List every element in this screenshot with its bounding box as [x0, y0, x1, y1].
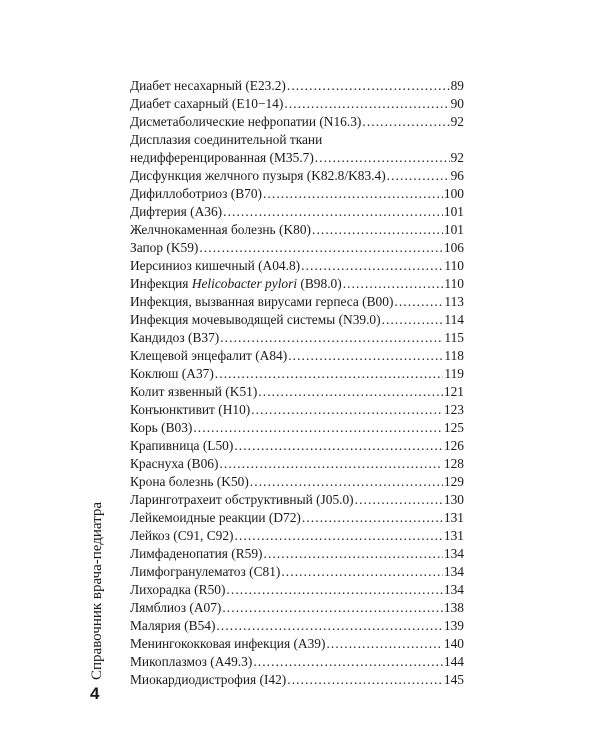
leader-dots	[387, 167, 450, 185]
toc-entry-page: 126	[443, 438, 464, 453]
toc-entry-page: 118	[444, 348, 464, 363]
toc-entry-title: Конъюнктивит (H10)	[130, 402, 251, 417]
toc-entry-page: 121	[443, 384, 464, 399]
toc-entry-title: Колит язвенный (K51)	[130, 384, 258, 399]
toc-entry-page: 90	[450, 96, 464, 111]
leader-dots	[355, 491, 443, 509]
toc-entry[interactable]	[130, 491, 464, 509]
toc-entry-page: 139	[443, 618, 464, 633]
toc-entry-title: Инфекция мочевыводящей системы (N39.0)	[130, 312, 381, 327]
toc-entry-title: Дифтерия (A36)	[130, 204, 223, 219]
toc-entry[interactable]	[130, 599, 464, 617]
leader-dots	[382, 311, 444, 329]
toc-entry-page: 130	[443, 492, 464, 507]
toc-entry-title: Запор (K59)	[130, 240, 199, 255]
toc-entry-title: недифференцированная (M35.7)	[130, 150, 314, 165]
leader-dots	[250, 473, 443, 491]
toc-entry-page: 101	[443, 204, 464, 219]
toc-entry[interactable]	[130, 563, 464, 581]
toc-entry-page: 101	[443, 222, 464, 237]
toc-entry[interactable]	[130, 311, 464, 329]
toc-entry-title: Коклюш (A37)	[130, 366, 214, 381]
toc-entry-title: Микоплазмоз (A49.3)	[130, 654, 253, 669]
leader-dots	[362, 113, 449, 131]
leader-dots	[251, 401, 443, 419]
toc-entry[interactable]	[130, 131, 464, 167]
toc-entry[interactable]	[130, 347, 464, 365]
toc-entry[interactable]	[130, 203, 464, 221]
leader-dots	[288, 347, 443, 365]
toc-entry-title: Иерсиниоз кишечный (A04.8)	[130, 258, 301, 273]
toc-entry-title: Диабет несахарный (E23.2)	[130, 78, 286, 93]
leader-dots	[301, 257, 443, 275]
toc-entry-title: Дифиллоботриоз (B70)	[130, 186, 262, 201]
toc-entry-page: 110	[444, 258, 464, 273]
leader-dots	[302, 509, 443, 527]
toc-entry[interactable]	[130, 419, 464, 437]
leader-dots	[193, 419, 443, 437]
toc-entry-page: 129	[443, 474, 464, 489]
toc-entry-title: Крона болезнь (K50)	[130, 474, 249, 489]
toc-entry-title: Крапивница (L50)	[130, 438, 234, 453]
toc-entry[interactable]	[130, 401, 464, 419]
leader-dots	[222, 599, 443, 617]
toc-entry[interactable]	[130, 365, 464, 383]
toc-entry-page: 100	[443, 186, 464, 201]
page-number: 4	[90, 684, 100, 703]
toc-entry-title: Краснуха (B06)	[130, 456, 219, 471]
toc-entry[interactable]	[130, 257, 464, 275]
leader-dots	[216, 617, 442, 635]
toc-entry-page: 134	[443, 582, 464, 597]
leader-dots	[264, 545, 443, 563]
toc-entry-page: 144	[443, 654, 464, 669]
toc-entry[interactable]	[130, 113, 464, 131]
toc-entry-title: Малярия (B54)	[130, 618, 216, 633]
toc-entry-page: 92	[450, 114, 464, 129]
toc-entry[interactable]	[130, 77, 464, 95]
toc-entry-page: 92	[450, 150, 464, 165]
toc-entry-title: Дисметаболические нефропатии (N16.3)	[130, 114, 362, 129]
toc-entry-title: Ларинготрахеит обструктивный (J05.0)	[130, 492, 354, 507]
toc-entry-title: Лейкемоидные реакции (D72)	[130, 510, 301, 525]
toc-entry[interactable]	[130, 437, 464, 455]
toc-entry-page: 96	[450, 168, 464, 183]
toc-entry-title: Лихорадка (R50)	[130, 582, 226, 597]
toc-entry-page: 140	[443, 636, 464, 651]
toc-entry[interactable]	[130, 167, 464, 185]
leader-dots	[223, 203, 443, 221]
toc-entry-title: Инфекция, вызванная вирусами герпеса (B00)	[130, 294, 394, 309]
toc-entry-title-post: (B98.0)	[297, 276, 342, 291]
toc-entry[interactable]	[130, 635, 464, 653]
toc-entry[interactable]	[130, 221, 464, 239]
toc-entry[interactable]	[130, 185, 464, 203]
leader-dots	[258, 383, 443, 401]
toc-entry-page: 123	[443, 402, 464, 417]
toc-entry-page: 89	[450, 78, 464, 93]
toc-entry-title: Лимфогранулематоз (C81)	[130, 564, 281, 579]
toc-entry-page: 138	[443, 600, 464, 615]
toc-entry[interactable]	[130, 653, 464, 671]
toc-entry-title: Диабет сахарный (E10−14)	[130, 96, 284, 111]
toc-entry[interactable]	[130, 293, 464, 311]
toc-entry-page: 106	[443, 240, 464, 255]
toc-entry-page: 145	[443, 672, 464, 687]
toc-entry[interactable]	[130, 581, 464, 599]
toc-entry-page: 131	[443, 528, 464, 543]
toc-entry-title-line1: Дисплазия соединительной ткани	[130, 132, 323, 147]
leader-dots	[220, 329, 443, 347]
running-head: Справочник врача-педиатра	[89, 501, 105, 680]
toc-entry[interactable]	[130, 545, 464, 563]
leader-dots	[219, 455, 442, 473]
toc-entry[interactable]	[130, 239, 464, 257]
toc-entry-title: Лимфаденопатия (R59)	[130, 546, 263, 561]
toc-entry-title: Лямблиоз (A07)	[130, 600, 222, 615]
leader-dots	[326, 635, 442, 653]
toc-entry-title: Миокардиодистрофия (I42)	[130, 672, 287, 687]
toc-entry[interactable]	[130, 383, 464, 401]
leader-dots	[199, 239, 443, 257]
leader-dots	[394, 293, 443, 311]
toc-entry[interactable]	[130, 617, 464, 635]
leader-dots	[287, 77, 450, 95]
toc-entry-title: Дисфункция желчного пузыря (K82.8/K83.4)	[130, 168, 386, 183]
toc-entry-title: Желчнокаменная болезнь (K80)	[130, 222, 311, 237]
leader-dots	[215, 365, 444, 383]
toc-entry-page: 113	[444, 294, 464, 309]
leader-dots	[312, 221, 443, 239]
leader-dots	[253, 653, 443, 671]
toc-entry-page: 125	[443, 420, 464, 435]
toc-entry-title: Клещевой энцефалит (A84)	[130, 348, 288, 363]
toc-entry-title: Кандидоз (B37)	[130, 330, 220, 345]
toc-entry[interactable]	[130, 455, 464, 473]
toc-entry-title	[130, 275, 342, 293]
leader-dots	[343, 275, 444, 293]
toc-entry[interactable]	[130, 509, 464, 527]
toc-entry-page: 134	[443, 564, 464, 579]
table-of-contents	[130, 77, 464, 689]
toc-entry-page: 119	[444, 366, 464, 381]
toc-entry[interactable]	[130, 671, 464, 689]
leader-dots	[287, 671, 443, 689]
toc-entry-page: 114	[444, 312, 464, 327]
toc-entry-page: 128	[443, 456, 464, 471]
leader-dots	[226, 581, 442, 599]
leader-dots	[234, 437, 443, 455]
toc-entry-title: Лейкоз (C91, C92)	[130, 528, 234, 543]
toc-entry-title: Менингококковая инфекция (A39)	[130, 636, 326, 651]
toc-entry[interactable]	[130, 527, 464, 545]
toc-entry[interactable]	[130, 473, 464, 491]
toc-entry[interactable]	[130, 329, 464, 347]
toc-entry-page: 134	[443, 546, 464, 561]
leader-dots	[281, 563, 443, 581]
toc-entry-title-pre: Инфекция	[130, 276, 192, 291]
toc-entry-title-italic: Helicobacter pylori	[191, 276, 298, 291]
leader-dots	[235, 527, 443, 545]
leader-dots	[315, 149, 450, 167]
leader-dots	[263, 185, 443, 203]
toc-entry-title: Корь (B03)	[130, 420, 193, 435]
toc-entry[interactable]	[130, 95, 464, 113]
leader-dots	[284, 95, 449, 113]
toc-entry-page: 110	[444, 276, 464, 291]
toc-entry[interactable]	[130, 275, 464, 293]
toc-entry-page: 115	[444, 330, 464, 345]
toc-entry-page: 131	[443, 510, 464, 525]
